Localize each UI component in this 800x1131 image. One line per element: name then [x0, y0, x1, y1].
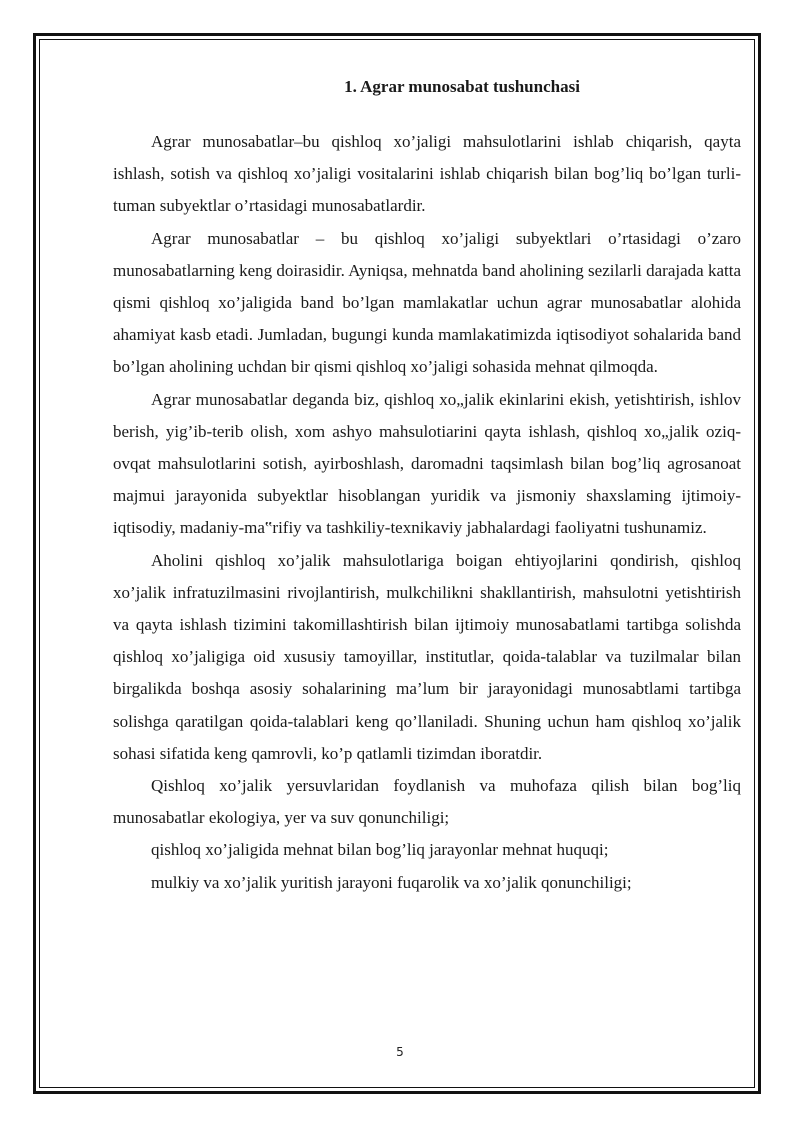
paragraph-scope: Agrar munosabatlar – bu qishloq xo’jaligi subyektlari o’rtasidagi o’zaro munosabatlarning keng doirasidir. Ayniqsa, mehnatda band aholining sezilarli darajada katta qismi qishloq xo’jaligida band bo’lgan mamlakatlar uchun agrar munosabatlar alohida ahamiyat kasb etadi. Jumladan, bugungi kunda mamlakatimizda iqtisodiyot sohalarida band bo’lgan aholining uchdan bir qismi qishloq xo’jaligi sohasida mehnat qilmoqda.	[113, 228, 741, 377]
paragraph-definition: Agrar munosabatlar–bu qishloq xo’jaligi mahsulotlarini ishlab chiqarish, qayta ishlash, sotish va qishloq xo’jaligi vositalarini ishlab chiqarish bilan bog’liq bo’lgan turli-tuman subyektlar o’rtasidagi munosabatlardir.	[113, 132, 741, 216]
section-title: 1. Agrar munosabat tushunchasi	[344, 77, 580, 96]
paragraph-labor: qishloq xo’jaligida mehnat bilan bog’liq jarayonlar mehnat huquqi;	[151, 840, 609, 860]
paragraph-property: mulkiy va xo’jalik yuritish jarayoni fuqarolik va xo’jalik qonunchiligi;	[151, 872, 632, 892]
paragraph-understanding: Agrar munosabatlar deganda biz, qishloq xo„jalik ekinlarini ekish, yetishtirish, ishlov berish, yig’ib-terib olish, xom ashyo mahsulotiarini qayta ishlash, qishloq xo„jalik oziq-ovqat mahsulotlarini sotish, ayirboshlash, daromadni taqsimlash bilan bog’liq agrosanoat majmui jarayonida subyektlar hisoblangan yuridik va jismoniy shaxslaming ijtimoiy-iqtisodiy, madaniy-ma‟rifiy va tashkiliy-texnikaviy jabhalardagi faoliyatni tushunamiz.	[113, 389, 741, 538]
paragraph-needs: Aholini qishloq xo’jalik mahsulotlariga boigan ehtiyojlarini qondirish, qishloq xo’jalik infratuzilmasini rivojlantirish, mulkchilikni shakllantirish, mahsulotni yetishtirish va qayta ishlash tizimini takomillashtirish bilan ijtimoiy munosabatlami tartibga solishda qishloq xo’jaligiga oid xususiy tamoyillar, institutlar, qoida-talablar va tuzilmalar bilan birgalikda boshqa asosiy sohalarining ma’lum bir jarayonidagi munosabtlami tartibga solishga qaratilgan qoida-talablari keng qo’llaniladi. Shuning uchun ham qishloq xo’jalik sohasi sifatida keng qamrovli, ko’p qatlamli tizimdan iboratdir.	[113, 550, 741, 763]
page-number: 5	[396, 1045, 404, 1059]
document-body	[113, 70, 741, 899]
paragraph-land-water: Qishloq xo’jalik yersuvlaridan foydlanish va muhofaza qilish bilan bog’liq munosabatlar ekologiya, yer va suv qonunchiligi;	[113, 776, 741, 828]
